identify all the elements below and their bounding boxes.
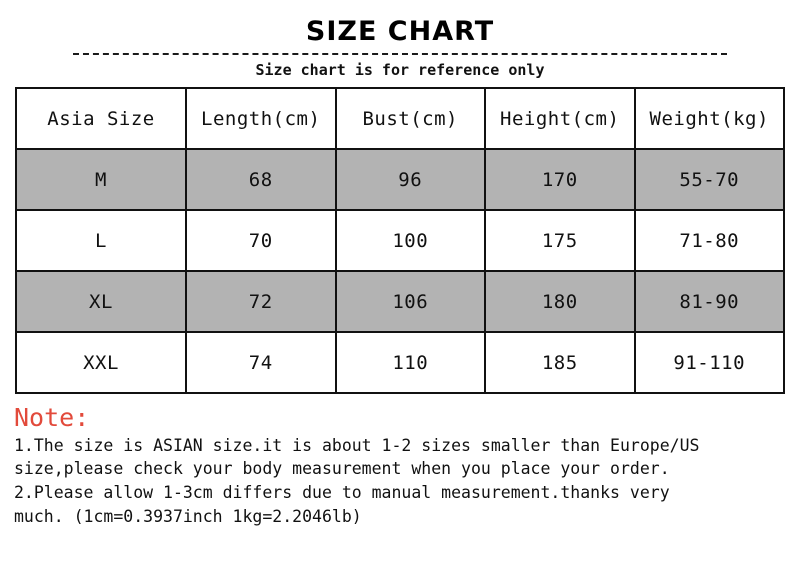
cell-bust: 110 xyxy=(336,332,486,393)
column-header-weight: Weight(kg) xyxy=(635,88,785,149)
table-row xyxy=(16,271,784,332)
column-header-bust: Bust(cm) xyxy=(336,88,486,149)
table-header-row xyxy=(16,88,784,149)
cell-size: XXL xyxy=(16,332,186,393)
cell-height: 170 xyxy=(485,149,635,210)
column-header-length: Length(cm) xyxy=(186,88,336,149)
size-chart-page xyxy=(0,16,800,561)
note-line-1: 1.The size is ASIAN size.it is about 1-2 sizes smaller than Europe/US xyxy=(14,435,700,455)
note-line-3: 2.Please allow 1-3cm differs due to manual measurement.thanks very xyxy=(14,483,670,503)
note-section xyxy=(14,404,786,529)
size-chart-table xyxy=(15,87,785,394)
cell-weight: 55-70 xyxy=(635,149,785,210)
column-header-height: Height(cm) xyxy=(485,88,635,149)
column-header-asia-size: Asia Size xyxy=(16,88,186,149)
cell-bust: 100 xyxy=(336,210,486,271)
note-line-4: much. (1cm=0.3937inch 1kg=2.2046lb) xyxy=(14,507,362,527)
cell-size: M xyxy=(16,149,186,210)
cell-length: 72 xyxy=(186,271,336,332)
cell-height: 175 xyxy=(485,210,635,271)
cell-bust: 96 xyxy=(336,149,486,210)
cell-weight: 91-110 xyxy=(635,332,785,393)
cell-size: XL xyxy=(16,271,186,332)
dashed-divider xyxy=(73,53,727,55)
cell-bust: 106 xyxy=(336,271,486,332)
table-body xyxy=(16,149,784,393)
page-title: SIZE CHART xyxy=(305,16,495,47)
cell-size: L xyxy=(16,210,186,271)
table-header xyxy=(16,88,784,149)
chart-subtitle: Size chart is for reference only xyxy=(255,61,545,79)
cell-height: 185 xyxy=(485,332,635,393)
cell-height: 180 xyxy=(485,271,635,332)
table-row xyxy=(16,332,784,393)
table-row xyxy=(16,210,784,271)
cell-length: 68 xyxy=(186,149,336,210)
table-row xyxy=(16,149,784,210)
note-heading: Note: xyxy=(14,403,90,432)
cell-weight: 81-90 xyxy=(635,271,785,332)
cell-length: 74 xyxy=(186,332,336,393)
cell-length: 70 xyxy=(186,210,336,271)
cell-weight: 71-80 xyxy=(635,210,785,271)
note-line-2: size,please check your body measurement when you place your order. xyxy=(14,459,670,479)
